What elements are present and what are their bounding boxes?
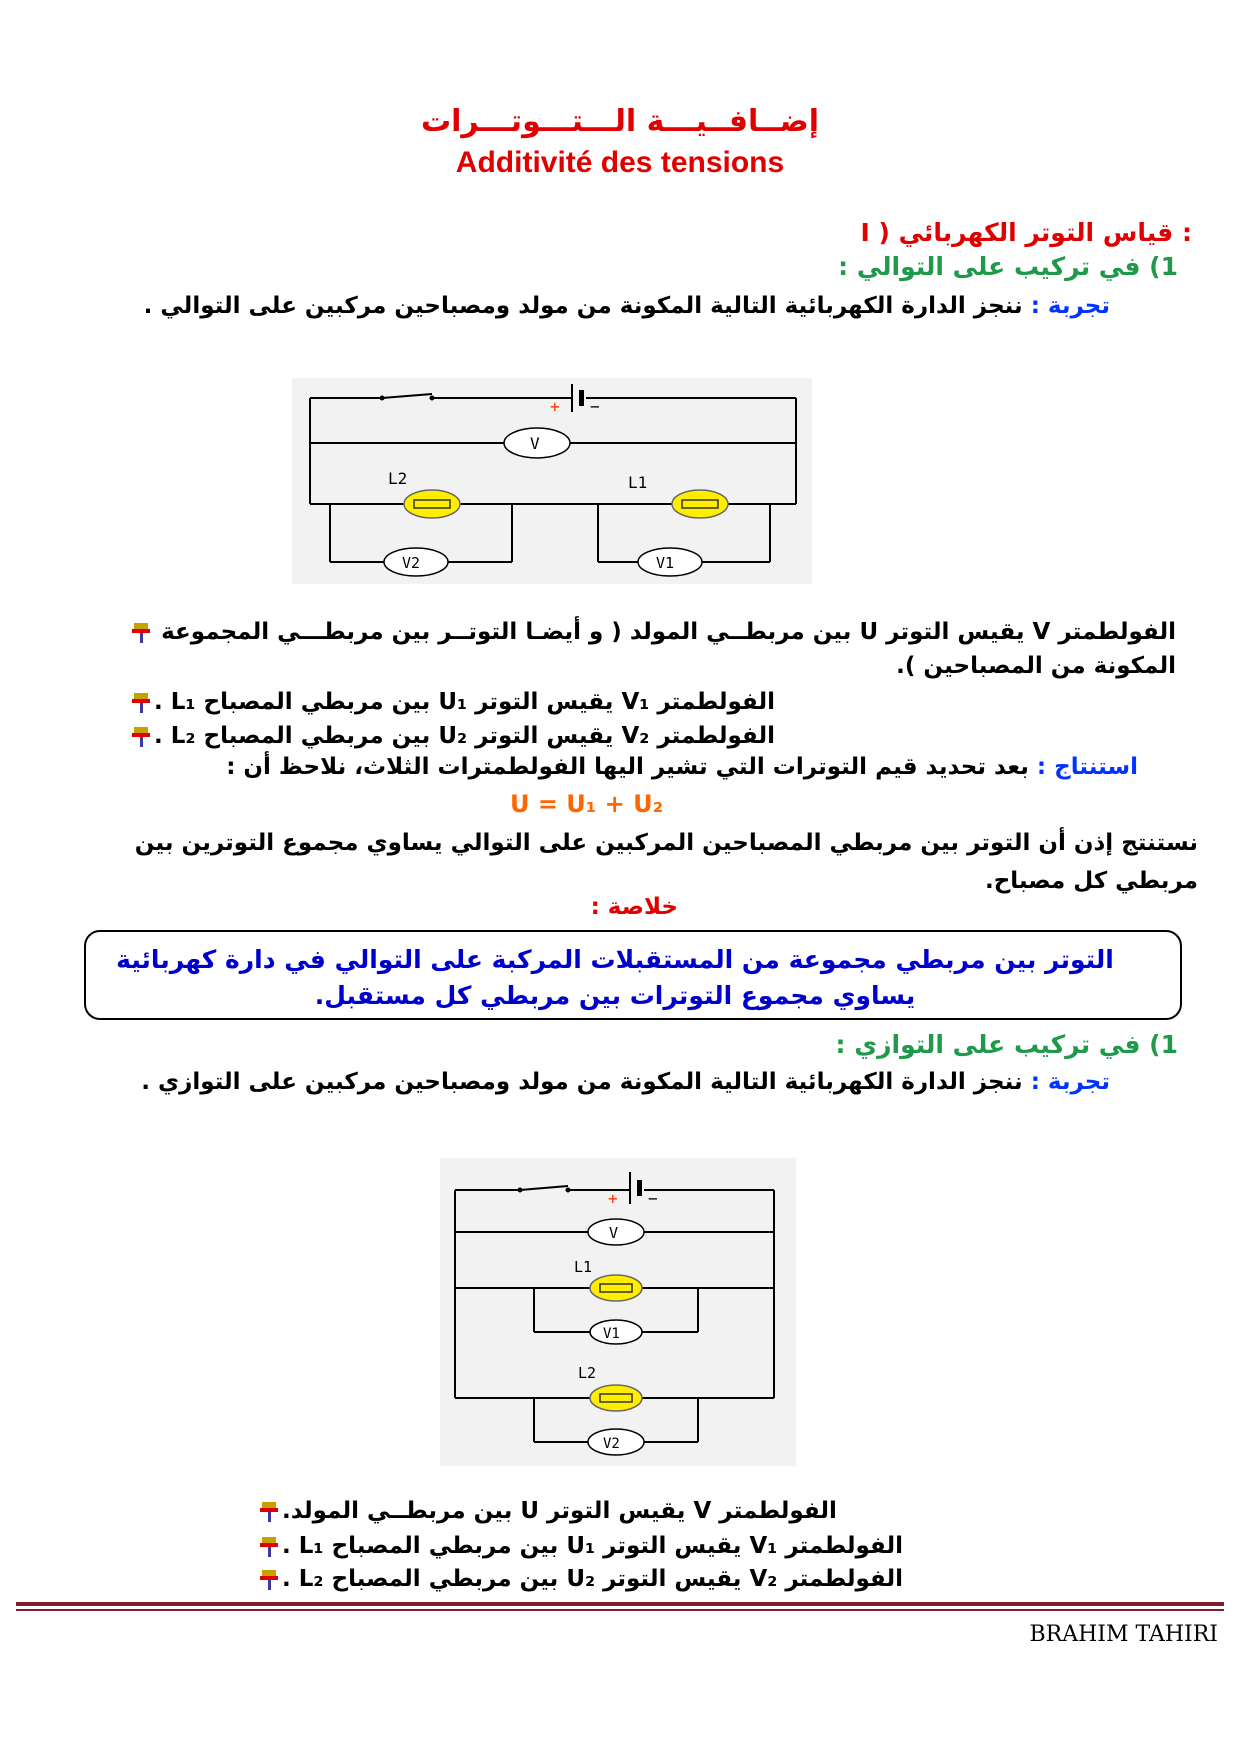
pushpin-icon — [256, 1533, 282, 1559]
parallel-circuit-diagram — [440, 1158, 796, 1466]
pushpin-icon — [256, 1566, 282, 1592]
lamp-l2-label: L2 — [388, 469, 408, 488]
experiment-text: ننجز الدارة الكهربائية التالية المكونة من مولد ومصباحين مركبين على التوازي . — [141, 1069, 1023, 1095]
battery-short-plate — [637, 1180, 642, 1196]
bullet-item: الفولطمتر V يقيس التوتر U بين مربطــي المولد ( و أيضـا التوتــر بين مربطـــي المجموعة المكونة من المصباحين ). — [116, 615, 1176, 683]
parallel-experiment — [110, 1064, 1110, 1100]
series-subheading: 1) في تركيب على التوالي : — [838, 252, 1178, 281]
pushpin-icon — [128, 619, 154, 645]
minus-sign: − — [590, 397, 600, 416]
page-title-french: Additivité des tensions — [455, 146, 785, 179]
pushpin-icon — [128, 723, 154, 749]
voltmeter-v-label: V — [530, 434, 540, 453]
lamp-l1 — [590, 1275, 642, 1301]
experiment-label: تجربة : — [1030, 293, 1110, 319]
conclusion-text: نستنتج إذن أن التوتر بين مربطي المصباحين المركبين على التوالي يساوي مجموع التوترين بين مربطي كل مصباح. — [134, 830, 1198, 894]
voltmeter-v2-label: V2 — [603, 1436, 620, 1452]
summary-label: خلاصة : — [590, 894, 678, 920]
bullet-item: الفولطمتر V يقيس التوتر U بين مربطــي المولد. — [244, 1494, 1144, 1528]
deduction-text: بعد تحديد قيم التوترات التي تشير اليها الفولطمترات الثلاث، نلاحظ أن : — [226, 754, 1029, 780]
summary-box-text: التوتر بين مربطي مجموعة من المستقبلات المركبة على التوالي في دارة كهربائية يساوي مجموع التوترات بين مربطي كل مستقبل. — [116, 945, 1114, 1010]
lamp-l2 — [590, 1385, 642, 1411]
switch-contact — [518, 1188, 523, 1193]
author-name: BRAHIM TAHIRI — [1029, 1622, 1218, 1647]
experiment-text: ننجز الدارة الكهربائية التالية المكونة من مولد ومصباحين مركبين على التوالي . — [143, 293, 1023, 319]
voltmeter-v1-label: V1 — [656, 554, 675, 572]
deduction-label: استنتاج : — [1036, 754, 1138, 780]
page-title-arabic: إضــافــيـــة الـــتـــوتـــرات — [420, 104, 820, 139]
series-experiment — [110, 288, 1110, 324]
pushpin-icon — [128, 689, 154, 715]
switch-contact — [566, 1188, 571, 1193]
voltmeter-v-label: V — [609, 1224, 619, 1242]
parallel-subheading: 1) في تركيب على التوازي : — [835, 1030, 1178, 1059]
plus-sign: + — [608, 1189, 618, 1208]
switch-contact — [430, 396, 435, 401]
battery-short-plate — [579, 390, 584, 406]
bullet-item: الفولطمتر V₁ يقيس التوتر U₁ بين مربطي المصباح L₁ . — [244, 1529, 1144, 1563]
lamp-l1 — [672, 490, 728, 518]
voltmeter-v2-label: V2 — [402, 554, 421, 572]
deduction-line — [18, 754, 1138, 780]
footer-rule-thin — [16, 1609, 1224, 1611]
plus-sign: + — [550, 397, 560, 416]
voltmeter-v1-label: V1 — [603, 1326, 620, 1342]
pushpin-icon — [256, 1498, 282, 1524]
lamp-l2-label: L2 — [578, 1364, 597, 1382]
lamp-l1-label: L1 — [628, 473, 648, 492]
lamp-l1-label: L1 — [574, 1258, 593, 1276]
minus-sign: − — [648, 1189, 658, 1208]
bullet-item: الفولطمتر V₂ يقيس التوتر U₂ بين مربطي المصباح L₂ . — [244, 1562, 1144, 1596]
switch-contact — [380, 396, 385, 401]
bullet-item: الفولطمتر V₁ يقيس التوتر U₁ بين مربطي المصباح L₁ . — [116, 685, 1176, 719]
footer-rule — [16, 1602, 1224, 1606]
bullet-item: الفولطمتر V₂ يقيس التوتر U₂ بين مربطي المصباح L₂ . — [116, 719, 1176, 753]
series-circuit-diagram — [292, 378, 812, 584]
experiment-label: تجربة : — [1030, 1069, 1110, 1095]
formula-series: U = U₁ + U₂ — [510, 790, 664, 818]
section-heading: I ) قياس التوتر الكهربائي : — [860, 218, 1192, 247]
lamp-l2 — [404, 490, 460, 518]
